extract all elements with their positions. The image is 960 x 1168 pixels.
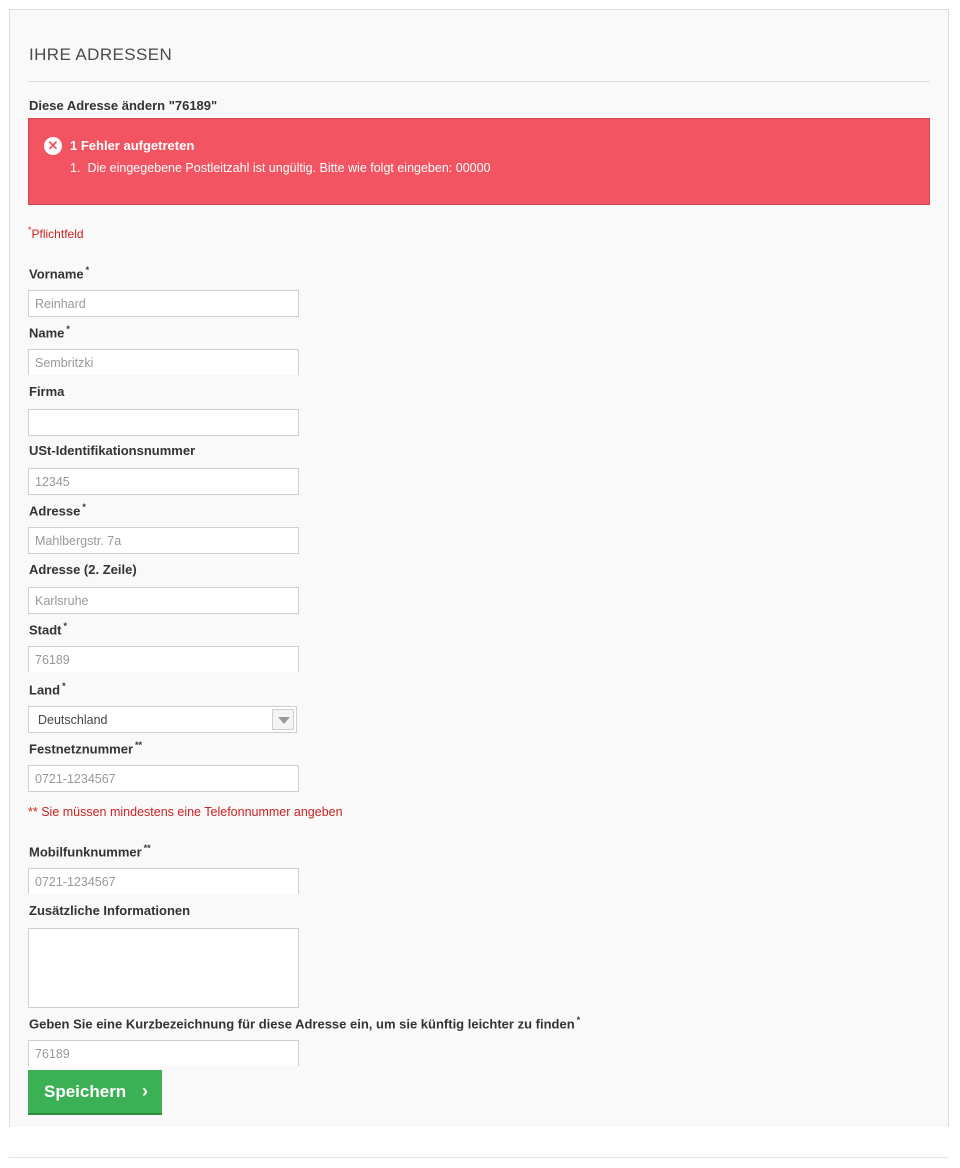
mobile-input[interactable]: 0721-1234567 <box>28 868 299 894</box>
firstname-input[interactable]: Reinhard <box>28 290 299 317</box>
page-title: IHRE ADRESSEN <box>29 45 173 64</box>
mobile-label-text: Mobilfunknummer <box>29 844 142 860</box>
vat-label: USt-Identifikationsnummer <box>29 443 196 458</box>
error-heading: 1 Fehler aufgetreten <box>70 138 195 153</box>
chevron-down-icon[interactable] <box>272 709 294 730</box>
firstname-label <box>29 265 89 281</box>
phone-label <box>29 740 142 756</box>
phone-label-text: Festnetznummer <box>29 741 134 757</box>
error-circle-icon: ✕ <box>44 137 62 155</box>
error-item-number: 1. <box>70 161 81 175</box>
address2-label: Adresse (2. Zeile) <box>29 562 137 577</box>
footer-divider <box>9 1157 949 1158</box>
phone-hint: ** Sie müssen mindestens eine Telefonnummer angeben <box>28 805 343 819</box>
address1-label-text: Adresse <box>29 503 81 519</box>
lastname-required-mark: * <box>66 324 70 334</box>
error-alert <box>28 118 930 205</box>
alias-input[interactable]: 76189 <box>28 1040 299 1066</box>
alias-label <box>29 1015 580 1031</box>
lastname-label-text: Name <box>29 325 65 341</box>
city-required-mark: * <box>63 621 68 631</box>
lastname-label <box>29 324 70 340</box>
error-item <box>70 161 491 175</box>
required-note <box>28 225 84 241</box>
address1-label <box>29 502 86 518</box>
country-required-mark: * <box>62 681 66 691</box>
error-item-text: Die eingegebene Postleitzahl ist ungültig. Bitte wie folgt eingeben: 00000 <box>87 161 491 175</box>
lastname-input[interactable]: Sembritzki <box>28 349 299 375</box>
firstname-label-text: Vorname <box>29 266 84 282</box>
country-label-text: Land <box>29 682 61 698</box>
company-label: Firma <box>29 384 65 399</box>
title-divider <box>28 81 930 82</box>
required-mark: * <box>28 225 32 235</box>
address1-input[interactable]: Mahlbergstr. 7a <box>28 527 299 554</box>
address2-input[interactable]: Karlsruhe <box>28 587 299 614</box>
address1-required-mark: * <box>82 502 86 512</box>
page-subtitle: Diese Adresse ändern "76189" <box>29 98 218 113</box>
chevron-right-icon: › <box>142 1081 148 1101</box>
country-select-value: Deutschland <box>38 713 108 727</box>
mobile-required-mark: ** <box>143 843 151 853</box>
alias-required-mark: * <box>576 1015 581 1025</box>
alias-label-text: Geben Sie eine Kurzbezeichnung für diese Adresse ein, um sie künftig leichter zu finden <box>29 1016 575 1032</box>
city-input[interactable]: 76189 <box>28 646 299 672</box>
address-panel <box>9 9 949 1127</box>
phone-required-mark: ** <box>135 740 143 750</box>
city-label-text: Stadt <box>29 622 62 638</box>
other-label: Zusätzliche Informationen <box>29 903 191 918</box>
required-note-text: Pflichtfeld <box>31 227 84 241</box>
vat-input[interactable]: 12345 <box>28 468 299 495</box>
city-label <box>29 621 67 637</box>
save-button-label: Speichern <box>44 1082 127 1101</box>
company-input[interactable] <box>28 409 299 436</box>
firstname-required-mark: * <box>85 265 90 275</box>
country-label <box>29 681 66 697</box>
mobile-label <box>29 843 151 859</box>
country-select[interactable] <box>28 706 297 733</box>
other-textarea[interactable] <box>28 928 299 1008</box>
save-button[interactable] <box>28 1070 162 1115</box>
phone-input[interactable]: 0721-1234567 <box>28 765 299 792</box>
